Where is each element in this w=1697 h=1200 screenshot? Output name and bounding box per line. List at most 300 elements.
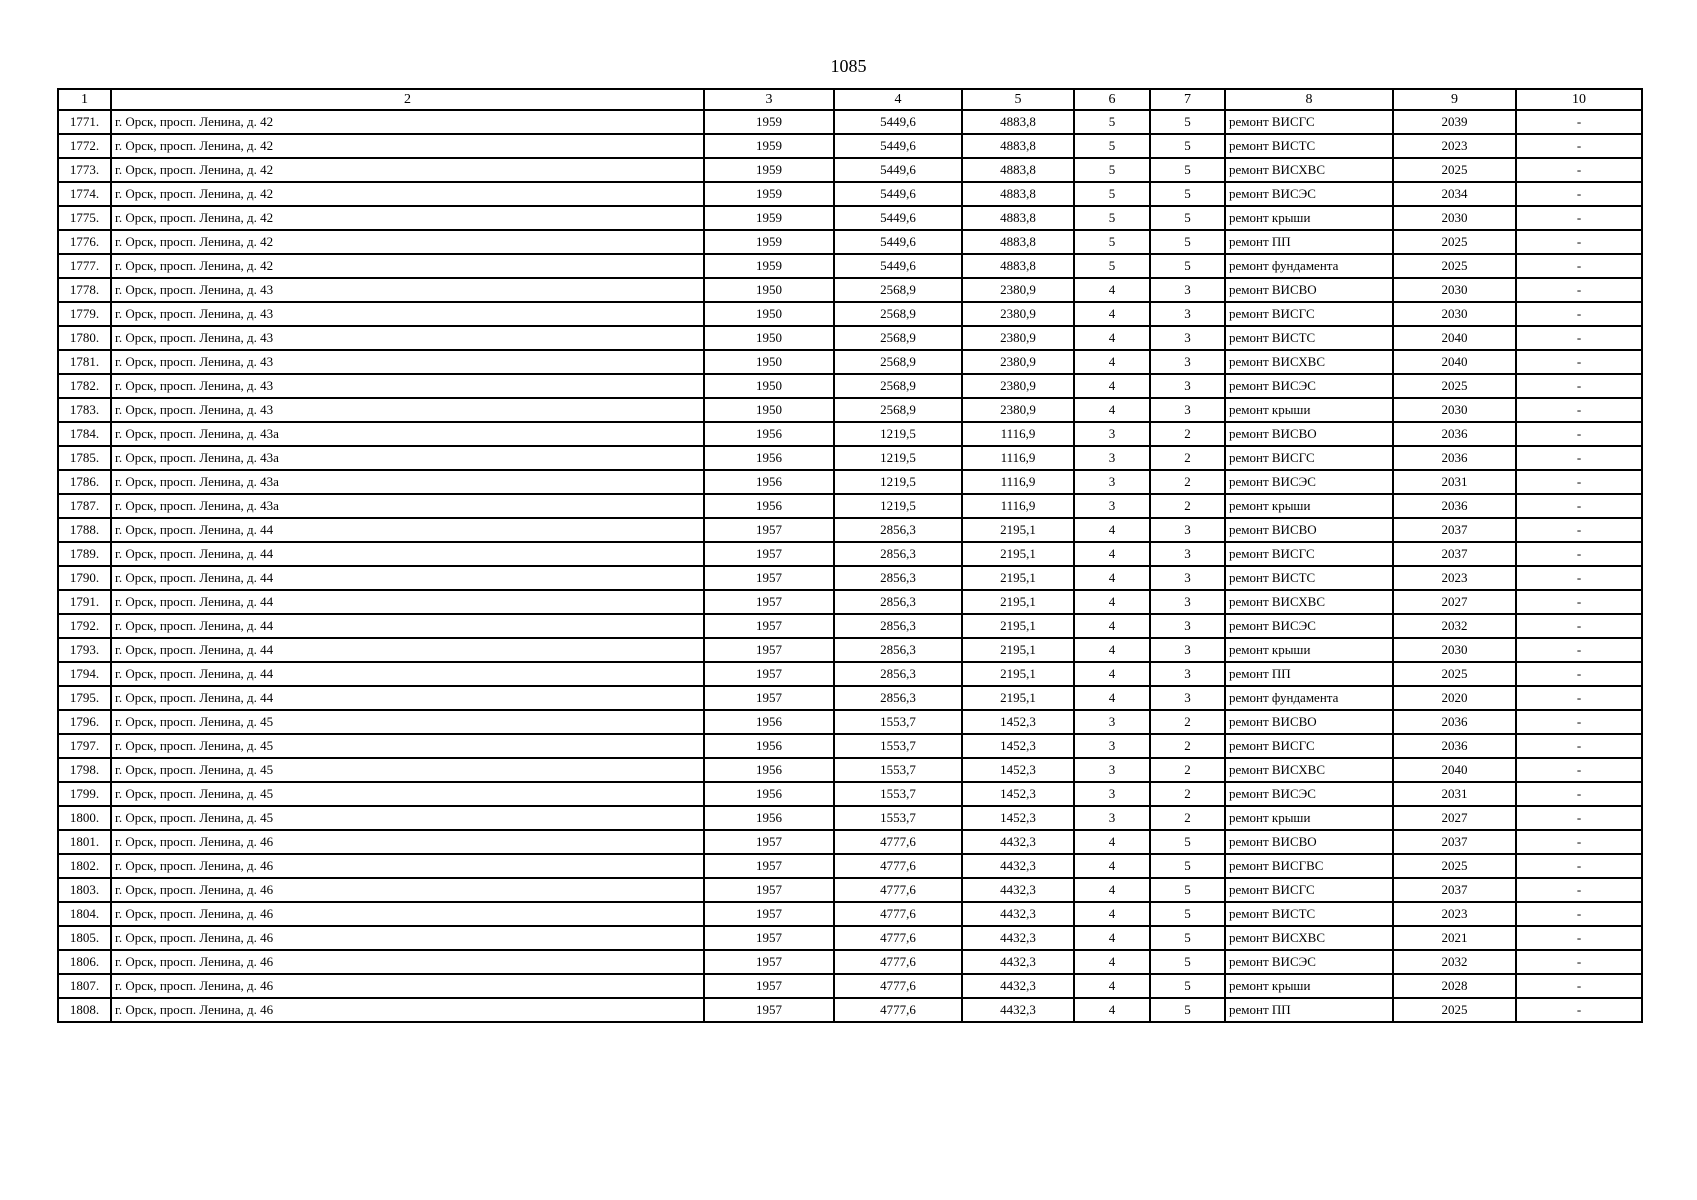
year-cell: 1956: [704, 494, 834, 518]
year-cell: 1959: [704, 182, 834, 206]
planned-year-cell: 2032: [1393, 614, 1516, 638]
year-cell: 1950: [704, 350, 834, 374]
address-cell: г. Орск, просп. Ленина, д. 43а: [111, 470, 704, 494]
row-number: 1777.: [58, 254, 111, 278]
address-cell: г. Орск, просп. Ленина, д. 42: [111, 254, 704, 278]
column-header: 3: [704, 89, 834, 110]
column-header: 10: [1516, 89, 1642, 110]
entrances-cell: 5: [1150, 926, 1225, 950]
table-row: [58, 470, 1642, 494]
living-area-cell: 4432,3: [962, 950, 1074, 974]
address-cell: г. Орск, просп. Ленина, д. 45: [111, 758, 704, 782]
table-body: [58, 110, 1642, 1022]
row-number: 1802.: [58, 854, 111, 878]
total-area-cell: 5449,6: [834, 206, 962, 230]
year-cell: 1957: [704, 974, 834, 998]
floors-cell: 5: [1074, 110, 1150, 134]
entrances-cell: 5: [1150, 158, 1225, 182]
living-area-cell: 2380,9: [962, 374, 1074, 398]
floors-cell: 4: [1074, 302, 1150, 326]
total-area-cell: 4777,6: [834, 854, 962, 878]
planned-year-cell: 2028: [1393, 974, 1516, 998]
row-number: 1804.: [58, 902, 111, 926]
floors-cell: 4: [1074, 566, 1150, 590]
table-row: [58, 830, 1642, 854]
living-area-cell: 4883,8: [962, 110, 1074, 134]
table-row: [58, 254, 1642, 278]
entrances-cell: 5: [1150, 854, 1225, 878]
planned-year-cell: 2036: [1393, 422, 1516, 446]
planned-year-cell: 2040: [1393, 758, 1516, 782]
notes-cell: -: [1516, 446, 1642, 470]
table-row: [58, 542, 1642, 566]
year-cell: 1957: [704, 998, 834, 1022]
total-area-cell: 2856,3: [834, 590, 962, 614]
planned-year-cell: 2023: [1393, 134, 1516, 158]
address-cell: г. Орск, просп. Ленина, д. 46: [111, 998, 704, 1022]
table-row: [58, 446, 1642, 470]
column-header: 6: [1074, 89, 1150, 110]
notes-cell: -: [1516, 206, 1642, 230]
floors-cell: 4: [1074, 518, 1150, 542]
table-row: [58, 974, 1642, 998]
address-cell: г. Орск, просп. Ленина, д. 43: [111, 350, 704, 374]
planned-year-cell: 2027: [1393, 590, 1516, 614]
living-area-cell: 4883,8: [962, 158, 1074, 182]
living-area-cell: 4883,8: [962, 230, 1074, 254]
notes-cell: -: [1516, 734, 1642, 758]
year-cell: 1957: [704, 638, 834, 662]
notes-cell: -: [1516, 950, 1642, 974]
floors-cell: 4: [1074, 590, 1150, 614]
floors-cell: 3: [1074, 806, 1150, 830]
row-number: 1785.: [58, 446, 111, 470]
table-row: [58, 110, 1642, 134]
table-row: [58, 734, 1642, 758]
floors-cell: 3: [1074, 710, 1150, 734]
total-area-cell: 1219,5: [834, 470, 962, 494]
total-area-cell: 2856,3: [834, 662, 962, 686]
address-cell: г. Орск, просп. Ленина, д. 44: [111, 638, 704, 662]
living-area-cell: 4432,3: [962, 902, 1074, 926]
total-area-cell: 2568,9: [834, 398, 962, 422]
living-area-cell: 4883,8: [962, 182, 1074, 206]
work-type-cell: ремонт ВИСГС: [1225, 110, 1393, 134]
year-cell: 1956: [704, 758, 834, 782]
address-cell: г. Орск, просп. Ленина, д. 43: [111, 326, 704, 350]
entrances-cell: 3: [1150, 590, 1225, 614]
living-area-cell: 4432,3: [962, 926, 1074, 950]
address-cell: г. Орск, просп. Ленина, д. 43: [111, 374, 704, 398]
column-header: 4: [834, 89, 962, 110]
address-cell: г. Орск, просп. Ленина, д. 45: [111, 710, 704, 734]
table-row: [58, 134, 1642, 158]
work-type-cell: ремонт ВИСГС: [1225, 878, 1393, 902]
notes-cell: -: [1516, 782, 1642, 806]
notes-cell: -: [1516, 902, 1642, 926]
year-cell: 1957: [704, 542, 834, 566]
notes-cell: -: [1516, 974, 1642, 998]
work-type-cell: ремонт крыши: [1225, 638, 1393, 662]
floors-cell: 5: [1074, 230, 1150, 254]
entrances-cell: 2: [1150, 446, 1225, 470]
address-cell: г. Орск, просп. Ленина, д. 44: [111, 590, 704, 614]
work-type-cell: ремонт ПП: [1225, 662, 1393, 686]
notes-cell: -: [1516, 230, 1642, 254]
table-row: [58, 806, 1642, 830]
work-type-cell: ремонт ВИСХВС: [1225, 158, 1393, 182]
notes-cell: -: [1516, 830, 1642, 854]
planned-year-cell: 2040: [1393, 326, 1516, 350]
work-type-cell: ремонт крыши: [1225, 494, 1393, 518]
work-type-cell: ремонт ВИСВО: [1225, 518, 1393, 542]
floors-cell: 5: [1074, 158, 1150, 182]
address-cell: г. Орск, просп. Ленина, д. 45: [111, 806, 704, 830]
total-area-cell: 5449,6: [834, 134, 962, 158]
floors-cell: 4: [1074, 854, 1150, 878]
living-area-cell: 2195,1: [962, 590, 1074, 614]
living-area-cell: 1116,9: [962, 446, 1074, 470]
address-cell: г. Орск, просп. Ленина, д. 43: [111, 278, 704, 302]
notes-cell: -: [1516, 854, 1642, 878]
total-area-cell: 2568,9: [834, 278, 962, 302]
notes-cell: -: [1516, 302, 1642, 326]
year-cell: 1957: [704, 662, 834, 686]
address-cell: г. Орск, просп. Ленина, д. 42: [111, 230, 704, 254]
column-header: 2: [111, 89, 704, 110]
row-number: 1784.: [58, 422, 111, 446]
table-row: [58, 878, 1642, 902]
year-cell: 1956: [704, 806, 834, 830]
planned-year-cell: 2032: [1393, 950, 1516, 974]
floors-cell: 4: [1074, 326, 1150, 350]
work-type-cell: ремонт ВИСТС: [1225, 134, 1393, 158]
total-area-cell: 2856,3: [834, 686, 962, 710]
table-row: [58, 782, 1642, 806]
row-number: 1806.: [58, 950, 111, 974]
floors-cell: 4: [1074, 662, 1150, 686]
entrances-cell: 5: [1150, 230, 1225, 254]
total-area-cell: 5449,6: [834, 110, 962, 134]
work-type-cell: ремонт ВИСХВС: [1225, 926, 1393, 950]
total-area-cell: 1553,7: [834, 710, 962, 734]
row-number: 1780.: [58, 326, 111, 350]
work-type-cell: ремонт крыши: [1225, 974, 1393, 998]
floors-cell: 5: [1074, 134, 1150, 158]
notes-cell: -: [1516, 710, 1642, 734]
planned-year-cell: 2021: [1393, 926, 1516, 950]
total-area-cell: 2568,9: [834, 374, 962, 398]
address-cell: г. Орск, просп. Ленина, д. 46: [111, 902, 704, 926]
entrances-cell: 5: [1150, 950, 1225, 974]
row-number: 1771.: [58, 110, 111, 134]
floors-cell: 4: [1074, 902, 1150, 926]
address-cell: г. Орск, просп. Ленина, д. 44: [111, 686, 704, 710]
floors-cell: 3: [1074, 470, 1150, 494]
row-number: 1779.: [58, 302, 111, 326]
table-row: [58, 302, 1642, 326]
row-number: 1781.: [58, 350, 111, 374]
planned-year-cell: 2037: [1393, 518, 1516, 542]
year-cell: 1950: [704, 398, 834, 422]
planned-year-cell: 2031: [1393, 470, 1516, 494]
entrances-cell: 2: [1150, 734, 1225, 758]
living-area-cell: 2195,1: [962, 518, 1074, 542]
work-type-cell: ремонт фундамента: [1225, 686, 1393, 710]
living-area-cell: 4883,8: [962, 134, 1074, 158]
notes-cell: -: [1516, 374, 1642, 398]
row-number: 1782.: [58, 374, 111, 398]
total-area-cell: 4777,6: [834, 878, 962, 902]
work-type-cell: ремонт ВИСВО: [1225, 710, 1393, 734]
floors-cell: 4: [1074, 614, 1150, 638]
living-area-cell: 1116,9: [962, 494, 1074, 518]
table-row: [58, 614, 1642, 638]
planned-year-cell: 2020: [1393, 686, 1516, 710]
total-area-cell: 1553,7: [834, 734, 962, 758]
work-type-cell: ремонт ВИСХВС: [1225, 350, 1393, 374]
notes-cell: -: [1516, 494, 1642, 518]
planned-year-cell: 2030: [1393, 302, 1516, 326]
work-type-cell: ремонт ВИСЭС: [1225, 182, 1393, 206]
planned-year-cell: 2030: [1393, 206, 1516, 230]
entrances-cell: 3: [1150, 374, 1225, 398]
entrances-cell: 3: [1150, 638, 1225, 662]
entrances-cell: 2: [1150, 806, 1225, 830]
notes-cell: -: [1516, 134, 1642, 158]
year-cell: 1957: [704, 686, 834, 710]
living-area-cell: 2195,1: [962, 542, 1074, 566]
work-type-cell: ремонт ВИСГС: [1225, 302, 1393, 326]
entrances-cell: 2: [1150, 710, 1225, 734]
address-cell: г. Орск, просп. Ленина, д. 44: [111, 542, 704, 566]
living-area-cell: 4883,8: [962, 254, 1074, 278]
entrances-cell: 5: [1150, 182, 1225, 206]
notes-cell: -: [1516, 158, 1642, 182]
notes-cell: -: [1516, 686, 1642, 710]
notes-cell: -: [1516, 470, 1642, 494]
address-cell: г. Орск, просп. Ленина, д. 44: [111, 566, 704, 590]
planned-year-cell: 2027: [1393, 806, 1516, 830]
planned-year-cell: 2023: [1393, 902, 1516, 926]
living-area-cell: 2380,9: [962, 278, 1074, 302]
entrances-cell: 5: [1150, 878, 1225, 902]
entrances-cell: 5: [1150, 830, 1225, 854]
column-header: 8: [1225, 89, 1393, 110]
work-type-cell: ремонт ВИСЭС: [1225, 470, 1393, 494]
work-type-cell: ремонт крыши: [1225, 206, 1393, 230]
address-cell: г. Орск, просп. Ленина, д. 46: [111, 854, 704, 878]
year-cell: 1957: [704, 854, 834, 878]
total-area-cell: 5449,6: [834, 230, 962, 254]
floors-cell: 4: [1074, 950, 1150, 974]
floors-cell: 4: [1074, 542, 1150, 566]
address-cell: г. Орск, просп. Ленина, д. 46: [111, 950, 704, 974]
row-number: 1773.: [58, 158, 111, 182]
table-row: [58, 638, 1642, 662]
address-cell: г. Орск, просп. Ленина, д. 44: [111, 518, 704, 542]
work-type-cell: ремонт ВИСХВС: [1225, 590, 1393, 614]
address-cell: г. Орск, просп. Ленина, д. 42: [111, 206, 704, 230]
living-area-cell: 1452,3: [962, 710, 1074, 734]
table-row: [58, 566, 1642, 590]
total-area-cell: 1219,5: [834, 446, 962, 470]
row-number: 1795.: [58, 686, 111, 710]
row-number: 1805.: [58, 926, 111, 950]
floors-cell: 5: [1074, 206, 1150, 230]
row-number: 1786.: [58, 470, 111, 494]
year-cell: 1950: [704, 302, 834, 326]
planned-year-cell: 2037: [1393, 830, 1516, 854]
row-number: 1798.: [58, 758, 111, 782]
work-type-cell: ремонт ВИСЭС: [1225, 782, 1393, 806]
floors-cell: 3: [1074, 494, 1150, 518]
living-area-cell: 2195,1: [962, 662, 1074, 686]
floors-cell: 3: [1074, 422, 1150, 446]
floors-cell: 4: [1074, 350, 1150, 374]
entrances-cell: 5: [1150, 110, 1225, 134]
planned-year-cell: 2030: [1393, 398, 1516, 422]
table-row: [58, 230, 1642, 254]
table-row: [58, 398, 1642, 422]
year-cell: 1956: [704, 446, 834, 470]
living-area-cell: 1452,3: [962, 806, 1074, 830]
entrances-cell: 5: [1150, 206, 1225, 230]
column-header: 9: [1393, 89, 1516, 110]
work-type-cell: ремонт крыши: [1225, 806, 1393, 830]
planned-year-cell: 2025: [1393, 254, 1516, 278]
planned-year-cell: 2025: [1393, 374, 1516, 398]
living-area-cell: 1116,9: [962, 470, 1074, 494]
year-cell: 1956: [704, 734, 834, 758]
living-area-cell: 2380,9: [962, 350, 1074, 374]
entrances-cell: 5: [1150, 998, 1225, 1022]
address-cell: г. Орск, просп. Ленина, д. 46: [111, 926, 704, 950]
entrances-cell: 5: [1150, 254, 1225, 278]
entrances-cell: 2: [1150, 782, 1225, 806]
year-cell: 1957: [704, 950, 834, 974]
address-cell: г. Орск, просп. Ленина, д. 42: [111, 134, 704, 158]
notes-cell: -: [1516, 878, 1642, 902]
planned-year-cell: 2036: [1393, 446, 1516, 470]
row-number: 1788.: [58, 518, 111, 542]
notes-cell: -: [1516, 254, 1642, 278]
floors-cell: 4: [1074, 374, 1150, 398]
floors-cell: 4: [1074, 974, 1150, 998]
planned-year-cell: 2025: [1393, 158, 1516, 182]
entrances-cell: 3: [1150, 302, 1225, 326]
year-cell: 1956: [704, 422, 834, 446]
work-type-cell: ремонт ВИСВО: [1225, 830, 1393, 854]
table-row: [58, 422, 1642, 446]
work-type-cell: ремонт ВИСЭС: [1225, 950, 1393, 974]
row-number: 1778.: [58, 278, 111, 302]
row-number: 1774.: [58, 182, 111, 206]
living-area-cell: 1452,3: [962, 734, 1074, 758]
table-row: [58, 518, 1642, 542]
table-row: [58, 710, 1642, 734]
table-row: [58, 206, 1642, 230]
address-cell: г. Орск, просп. Ленина, д. 46: [111, 974, 704, 998]
entrances-cell: 3: [1150, 350, 1225, 374]
total-area-cell: 4777,6: [834, 926, 962, 950]
address-cell: г. Орск, просп. Ленина, д. 44: [111, 662, 704, 686]
total-area-cell: 4777,6: [834, 830, 962, 854]
row-number: 1803.: [58, 878, 111, 902]
notes-cell: -: [1516, 566, 1642, 590]
notes-cell: -: [1516, 398, 1642, 422]
year-cell: 1957: [704, 614, 834, 638]
notes-cell: -: [1516, 998, 1642, 1022]
table-row: [58, 494, 1642, 518]
work-type-cell: ремонт ВИСТС: [1225, 566, 1393, 590]
living-area-cell: 2195,1: [962, 638, 1074, 662]
address-cell: г. Орск, просп. Ленина, д. 45: [111, 782, 704, 806]
year-cell: 1956: [704, 470, 834, 494]
table-row: [58, 854, 1642, 878]
column-header: 5: [962, 89, 1074, 110]
table-row: [58, 590, 1642, 614]
address-cell: г. Орск, просп. Ленина, д. 43: [111, 302, 704, 326]
row-number: 1791.: [58, 590, 111, 614]
row-number: 1787.: [58, 494, 111, 518]
living-area-cell: 4432,3: [962, 998, 1074, 1022]
year-cell: 1959: [704, 134, 834, 158]
entrances-cell: 3: [1150, 398, 1225, 422]
total-area-cell: 2856,3: [834, 566, 962, 590]
notes-cell: -: [1516, 542, 1642, 566]
work-type-cell: ремонт крыши: [1225, 398, 1393, 422]
row-number: 1792.: [58, 614, 111, 638]
entrances-cell: 3: [1150, 662, 1225, 686]
notes-cell: -: [1516, 182, 1642, 206]
living-area-cell: 2195,1: [962, 566, 1074, 590]
table-row: [58, 662, 1642, 686]
page-number: 1085: [830, 56, 867, 76]
work-type-cell: ремонт ВИСГС: [1225, 446, 1393, 470]
work-type-cell: ремонт ПП: [1225, 230, 1393, 254]
planned-year-cell: 2025: [1393, 998, 1516, 1022]
floors-cell: 4: [1074, 686, 1150, 710]
total-area-cell: 1553,7: [834, 758, 962, 782]
floors-cell: 3: [1074, 446, 1150, 470]
row-number: 1794.: [58, 662, 111, 686]
address-cell: г. Орск, просп. Ленина, д. 43: [111, 398, 704, 422]
planned-year-cell: 2031: [1393, 782, 1516, 806]
planned-year-cell: 2037: [1393, 878, 1516, 902]
total-area-cell: 1553,7: [834, 782, 962, 806]
floors-cell: 3: [1074, 782, 1150, 806]
floors-cell: 4: [1074, 830, 1150, 854]
total-area-cell: 5449,6: [834, 182, 962, 206]
notes-cell: -: [1516, 110, 1642, 134]
notes-cell: -: [1516, 614, 1642, 638]
total-area-cell: 2568,9: [834, 326, 962, 350]
notes-cell: -: [1516, 806, 1642, 830]
total-area-cell: 5449,6: [834, 158, 962, 182]
table-row: [58, 998, 1642, 1022]
row-number: 1796.: [58, 710, 111, 734]
row-number: 1797.: [58, 734, 111, 758]
address-cell: г. Орск, просп. Ленина, д. 42: [111, 158, 704, 182]
address-cell: г. Орск, просп. Ленина, д. 42: [111, 182, 704, 206]
floors-cell: 5: [1074, 182, 1150, 206]
total-area-cell: 4777,6: [834, 998, 962, 1022]
notes-cell: -: [1516, 422, 1642, 446]
floors-cell: 4: [1074, 878, 1150, 902]
entrances-cell: 3: [1150, 326, 1225, 350]
table-row: [58, 758, 1642, 782]
